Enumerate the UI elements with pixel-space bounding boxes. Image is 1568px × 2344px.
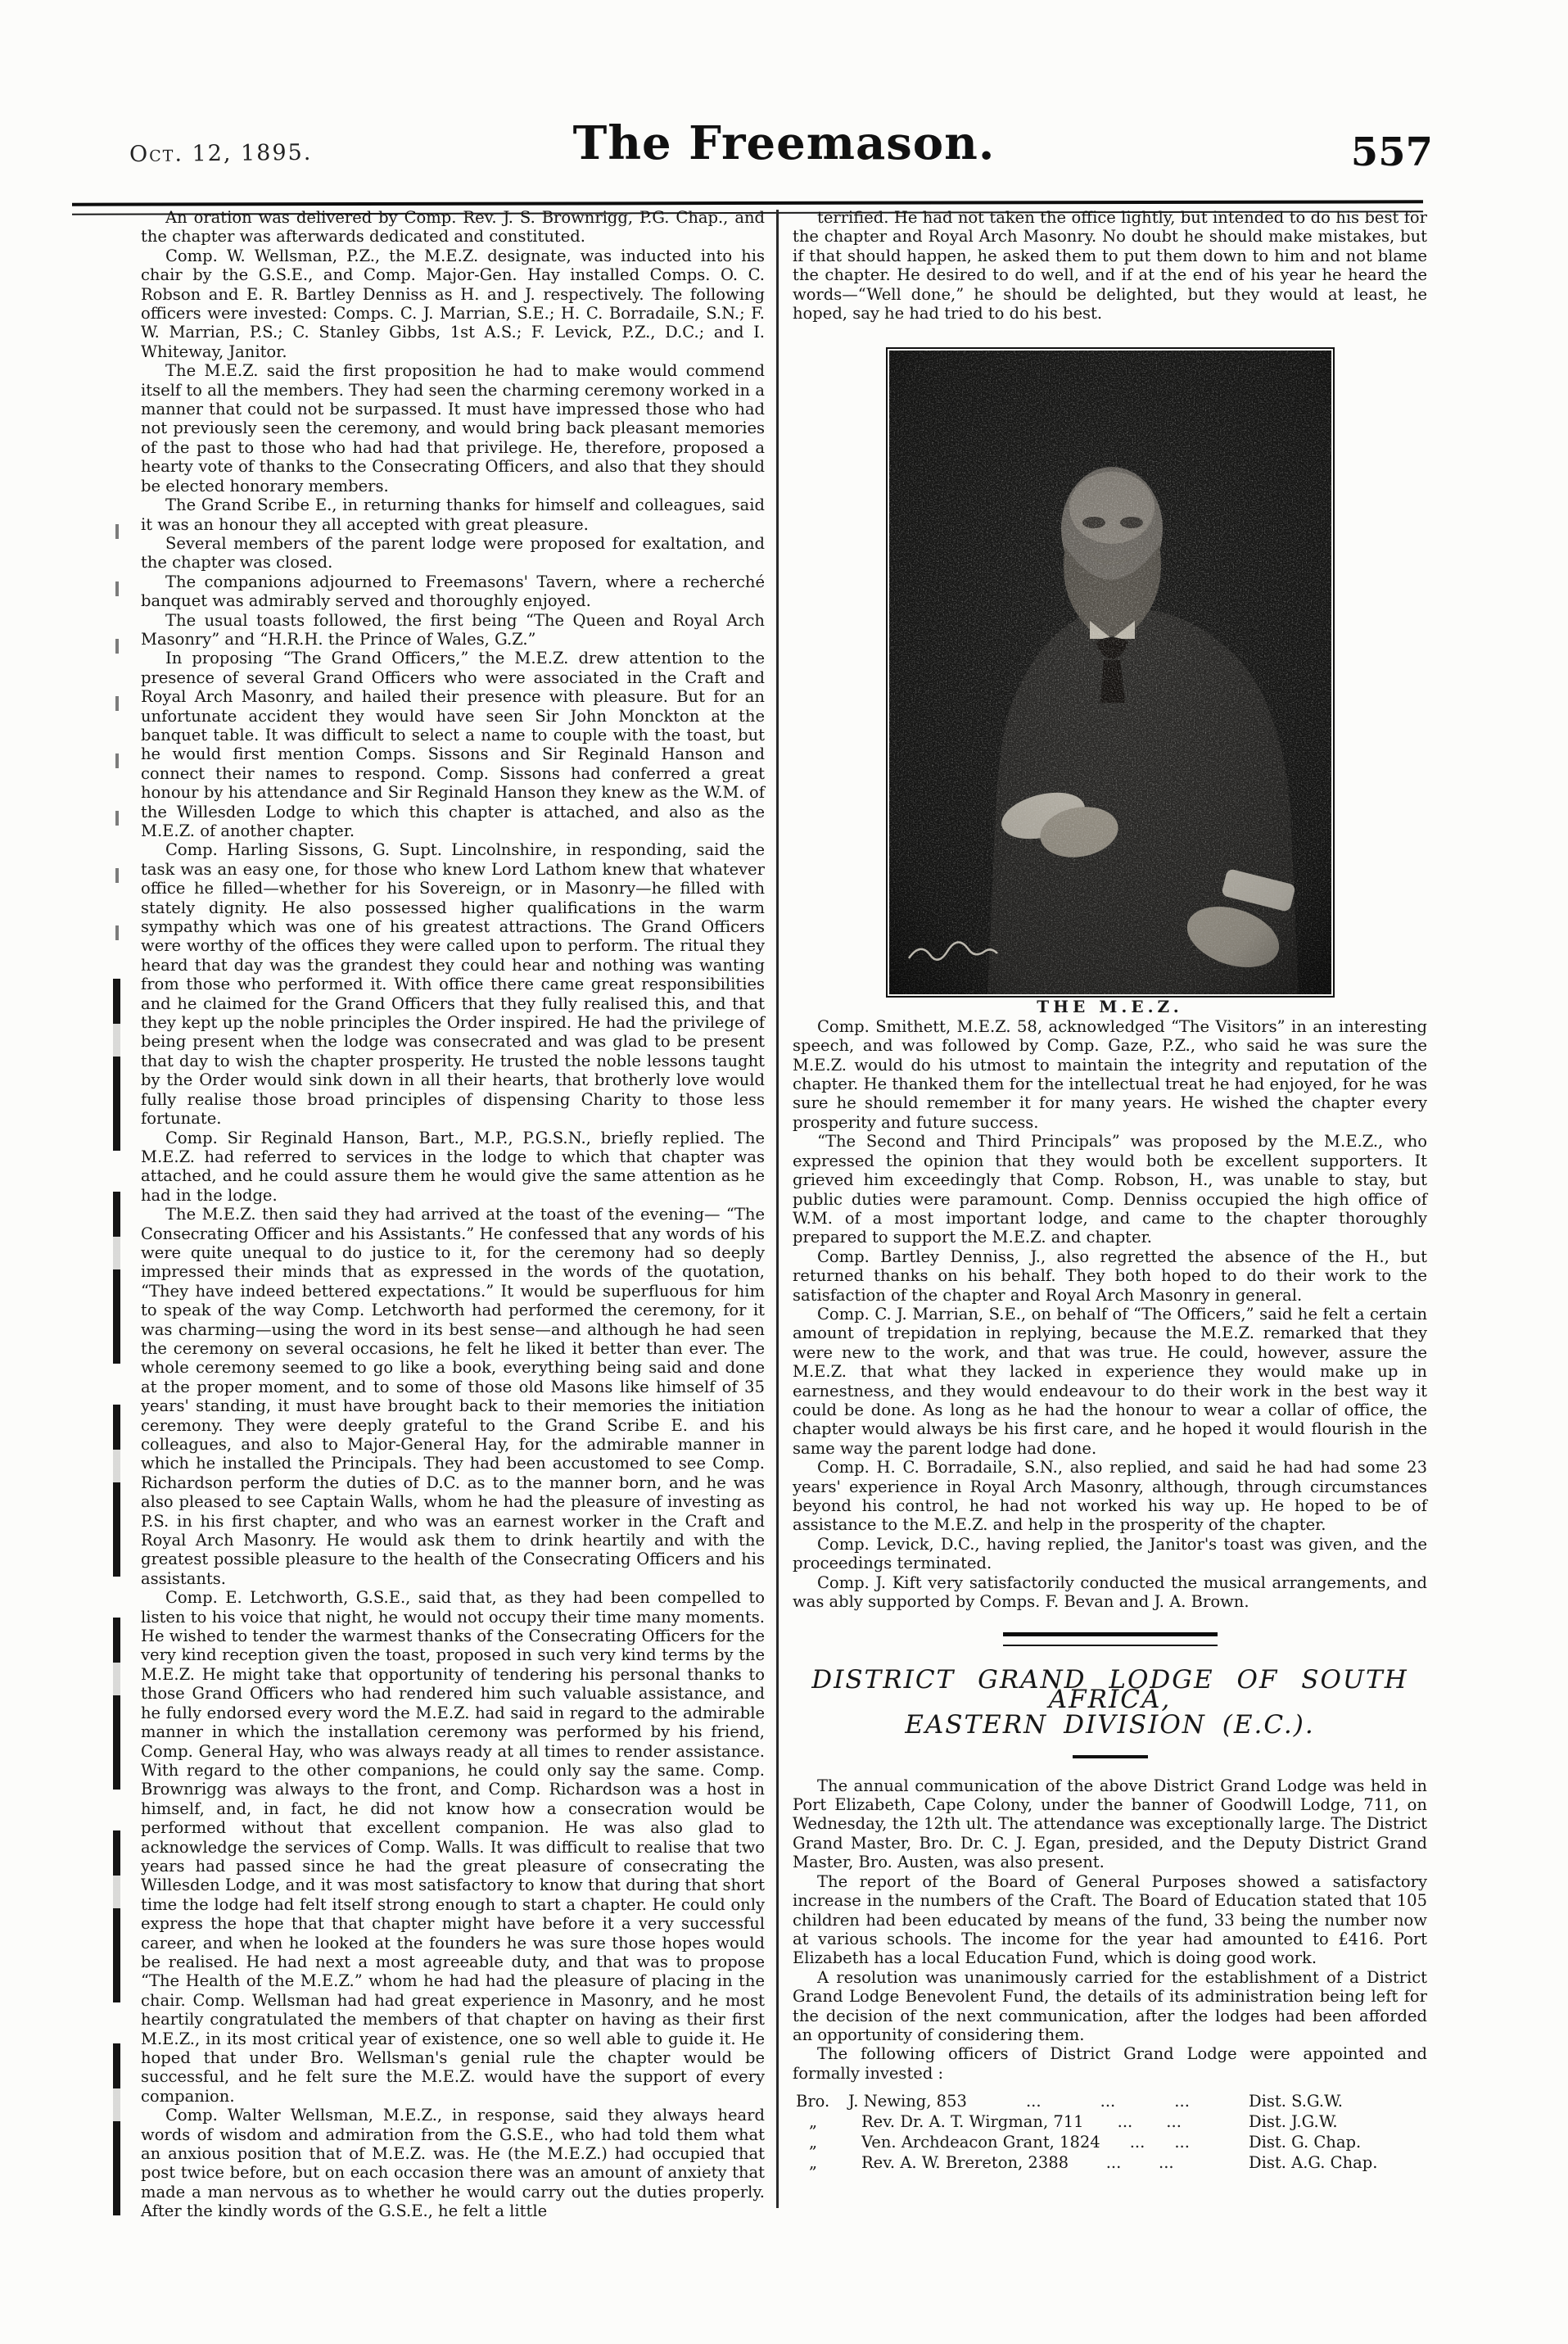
issue-date: Oct. 12, 1895. [129, 139, 313, 168]
article-paragraph: Comp. E. Letchworth, G.S.E., said that, as they had been compelled to listen to his voice that night, he would not occupy their time many moments. He wished to tender the warmest thanks of the Consecrating Officers for the very kind reception given the toast, proposed in such very kind terms by the M.E.Z. He might take that opportunity of tendering his personal thanks to those Grand Officers who had rendered him such valuable assistance, and he fully endorsed every word the M.E.Z. had said in regard to the admirable manner in which the installation ceremony was performed by his friend, Comp. General Hay, who was always ready at all times to render assistance. With regard to the other companions, he could only say the same. Comp. Brownrigg was always to the front, and Comp. Richardson was a host in himself, and, in fact, he did not know how a consecration would be performed without that excellent companion. He was also glad to acknowledge the services of Comp. Walls. It was difficult to realise that two years had passed since he had the great pleasure of consecrating the Willesden Lodge, and it was most satisfactory to know that during that short time the lodge had felt itself strong enough to start a chapter. He could only express the hope that that chapter might have before it a very successful career, and when he looked at the founders he was sure those hopes would be realised. He had next a most agreeable duty, and that was to propose “The Health of the M.E.Z.” whom he had had the pleasure of placing in the chair. Comp. Wellsman had had great experience in Masonry, and he most heartily congratulated the members of that chapter on having as their first M.E.Z., in its most critical year of existence, one so well able to guide it. He hoped that under Bro. Wellsman's genial rule the chapter would be successful, and he felt sure the M.E.Z. would have the support of every companion. [141, 1588, 765, 2106]
dot-group: ... [1105, 2153, 1122, 2173]
article-paragraph: Comp. Harling Sissons, G. Supt. Lincolnshire, in responding, said the task was an easy one, for those who knew Lord Lathom knew that whatever office he filled—whether for his Sovereign, or in Masonry—he filled with stately dignity. He also possessed higher qualifications in the warm sympathy which was one of his greatest attractions. The Grand Officers were worthy of the offices they were called upon to perform. The ritual they heard that day was the grandest they could hear and nothing was wanting from those who performed it. With office there came great responsibilities and he claimed for the Grand Officers that they fully realised this, and that they kept up the noble principles the Order inspired. He had the privilege of being present when the lodge was consecrated and was glad to be present that day to wish the chapter prosperity. He trusted the noble lessons taught by the Order would sink down in all their hearts, that brotherly love would fully realise those broad principles of dispensing Charity to those less fortunate. [141, 840, 765, 1129]
column-divider-rule [776, 210, 779, 2208]
portrait-photo [886, 347, 1335, 998]
right-column [793, 208, 1427, 2173]
dot-group: ... [1166, 2112, 1182, 2132]
page-number: 557 [1350, 129, 1433, 175]
article-paragraph: Comp. Sir Reginald Hanson, Bart., M.P., P.G.S.N., briefly replied. The M.E.Z. had referred to services in the lodge to which that chapter was attached, and he could assure them he would give the same attention as he had in the lodge. [141, 1128, 765, 1205]
article-paragraph: The M.E.Z. said the first proposition he had to make would commend itself to all the members. They had seen the charming ceremony worked in a manner that could not be surpassed. It must have impressed those who had not previously seen the ceremony, and would bring back pleasant memories of the past to those who had had that privilege. He, therefore, proposed a hearty vote of thanks to the Consecrating Officers, and also that they should be elected honorary members. [141, 361, 765, 495]
dot-group: ... [1025, 2092, 1042, 2111]
officer-name: Rev. Dr. A. T. Wirgman, 711 [861, 2112, 1084, 2132]
dot-group: ... [1129, 2133, 1145, 2152]
dot-group: ... [1174, 2092, 1190, 2111]
officer-office: Dist. S.G.W. [1249, 2092, 1343, 2111]
officer-name: Rev. A. W. Brereton, 2388 [861, 2153, 1069, 2173]
officer-name: Ven. Archdeacon Grant, 1824 [861, 2133, 1100, 2152]
officer-row [793, 2111, 1427, 2132]
article-paragraph: The report of the Board of General Purposes showed a satisfactory increase in the numbers of the Craft. The Board of Education stated that 105 children had been educated by means of the fund, 33 being the number now at various schools. The income for the year had amounted to £416. Port Elizabeth has a local Education Fund, which is doing good work. [793, 1871, 1427, 1968]
officer-row [793, 2152, 1427, 2173]
officer-prefix: „ [809, 2153, 818, 2173]
officer-dot-leaders [1100, 2132, 1249, 2152]
article-paragraph: “The Second and Third Principals” was proposed by the M.E.Z., who expressed the opinion that they would both be excellent supporters. It grieved him exceedingly that Comp. Robson, H., was unable to stay, but public duties were paramount. Comp. Denniss occupied the high office of W.M. of a most important lodge, and came to the chapter thoroughly prepared to support the M.E.Z. and chapter. [793, 1132, 1427, 1247]
officer-office: Dist. A.G. Chap. [1249, 2153, 1378, 2173]
officer-prefix: „ [809, 2112, 818, 2132]
photo-caption: THE M.E.Z. [1037, 997, 1183, 1017]
article-paragraph: The Grand Scribe E., in returning thanks for himself and colleagues, said it was an honour they all accepted with great pleasure. [141, 495, 765, 534]
officer-dot-leaders [1069, 2152, 1249, 2173]
officer-office: Dist. J.G.W. [1249, 2112, 1338, 2132]
article-paragraph: terrified. He had not taken the office lightly, but intended to do his best for the chapter and Royal Arch Masonry. No doubt he should make mistakes, but if that should happen, he asked them to put them down to him and not blame the chapter. He desired to do well, and if at the end of his year he heard the words—“Well done,” he should be delighted, but they would at least, he hoped, say he had tried to do his best. [793, 208, 1427, 324]
officer-dot-leaders [967, 2091, 1249, 2111]
article-paragraph: The following officers of District Grand Lodge were appointed and formally invested : [793, 2044, 1427, 2083]
article-paragraph: Comp. Walter Wellsman, M.E.Z., in response, said they always heard words of wisdom and admiration from the G.S.E., who had told them what an anxious position that of M.E.Z. was. He (the M.E.Z.) had occupied that post twice before, but on each occasion there was an amount of anxiety that made a man nervous as to whether he would carry out the duties properly. After the kindly words of the G.S.E., he felt a little [141, 2106, 765, 2221]
article-paragraph: The usual toasts followed, the first being “The Queen and Royal Arch Masonry” and “H.R.H. the Prince of Wales, G.Z.” [141, 610, 765, 649]
masthead-title: The Freemason. [572, 116, 996, 170]
dot-group: ... [1159, 2153, 1174, 2173]
officer-prefix: Bro. [796, 2092, 830, 2111]
article-paragraph: Comp. W. Wellsman, P.Z., the M.E.Z. designate, was inducted into his chair by the G.S.E., and Comp. Major-Gen. Hay installed Comps. O. C. Robson and E. R. Bartley Denniss as H. and J. respectively. The following officers were invested: Comps. C. J. Marrian, S.E.; H. C. Borradaile, S.N.; F. W. Marrian, P.S.; C. Stanley Gibbs, 1st A.S.; F. Levick, P.Z., D.C.; and I. Whiteway, Janitor. [141, 246, 765, 361]
officer-name: J. Newing, 853 [848, 2092, 967, 2111]
dot-group: ... [1117, 2112, 1133, 2132]
officers-list [793, 2091, 1427, 2173]
article-paragraph: The companions adjourned to Freemasons' Tavern, where a recherché banquet was admirably served and thoroughly enjoyed. [141, 572, 765, 611]
article-paragraph: Comp. Levick, D.C., having replied, the Janitor's toast was given, and the proceedings terminated. [793, 1534, 1427, 1573]
officer-prefix: „ [809, 2133, 818, 2152]
scan-left-edge-artifact [113, 979, 120, 2252]
section-title-line2: EASTERN DIVISION (E.C.). [905, 1710, 1315, 1740]
section-short-rule [1073, 1755, 1148, 1758]
left-column [141, 208, 765, 2221]
article-paragraph: Comp. C. J. Marrian, S.E., on behalf of “The Officers,” said he felt a certain amount of trepidation in replying, because the M.E.Z. remarked that they were new to the work, and that was true. He could, however, assure the M.E.Z. that what they lacked in experience they would make up in earnestness, and they would endeavour to do their work in the best way it could be done. As long as he had the honour to wear a collar of office, the chapter would always be his first care, and he hoped it would flourish in the same way the parent lodge had done. [793, 1304, 1427, 1458]
officer-dot-leaders [1084, 2111, 1249, 2132]
dot-group: ... [1174, 2133, 1190, 2152]
article-paragraph: Several members of the parent lodge were proposed for exaltation, and the chapter was closed. [141, 533, 765, 572]
scan-left-edge-artifact-faint [115, 524, 119, 950]
portrait-figure [886, 347, 1335, 1016]
article-paragraph: Comp. Smithett, M.E.Z. 58, acknowledged “The Visitors” in an interesting speech, and was followed by Comp. Gaze, P.Z., who said he was sure the M.E.Z. would do his utmost to maintain the integrity and reputation of the chapter. He thanked them for the intellectual treat he had enjoyed, for he was sure he should remember it for many years. He wished the chapter every prosperity and future success. [793, 1016, 1427, 1132]
article-paragraph: The annual communication of the above District Grand Lodge was held in Port Elizabeth, Cape Colony, under the banner of Goodwill Lodge, 711, on Wednesday, the 12th ult. The attendance was exceptionally large. The District Grand Master, Bro. Dr. C. J. Egan, presided, and the Deputy District Grand Master, Bro. Austen, was also present. [793, 1776, 1427, 1872]
article-paragraph: A resolution was unanimously carried for the establishment of a District Grand Lodge Benevolent Fund, the details of its administration being left for the decision of the next communication, after the lodges had been afforded an opportunity of considering them. [793, 1967, 1427, 2044]
article-paragraph: Comp. J. Kift very satisfactorily conducted the musical arrangements, and was ably supported by Comps. F. Bevan and J. A. Brown. [793, 1572, 1427, 1612]
article-paragraph: An oration was delivered by Comp. Rev. J. S. Brownrigg, P.G. Chap., and the chapter was afterwards dedicated and constituted. [141, 208, 765, 247]
article-paragraph: The M.E.Z. then said they had arrived at the toast of the evening— “The Consecrating Officer and his Assistants.” He confessed that any words of his were quite unequal to do justice to it, for the ceremony had so deeply impressed their minds that as expressed in the words of the quotation, “They have indeed bettered expectations.” It would be superfluous for him to speak of the way Comp. Letchworth had performed the ceremony, for it was charming—using the word in its best sense—and although he had seen the ceremony on several occasions, he felt he liked it better than ever. The whole ceremony seemed to go like a book, everything being said and done at the proper moment, and to some of those old Masons like himself of 35 years' standing, it must have brought back to their memories the initiation ceremony. They were deeply grateful to the Grand Scribe E. and his colleagues, and also to Major-General Hay, for the admirable manner in which he installed the Principals. They had been accustomed to see Comp. Richardson perform the duties of D.C. as to the manner born, and he was also pleased to see Captain Walls, whom he had the pleasure of investing as P.S. in his first chapter, and who was an earnest worker in the Craft and Royal Arch Masonry. He would ask them to drink heartily and with the greatest possible pleasure to the health of the Consecrating Officers and his assistants. [141, 1205, 765, 1588]
section-title-line1: DISTRICT GRAND LODGE OF SOUTH AFRICA, [811, 1665, 1408, 1714]
officer-office: Dist. G. Chap. [1249, 2133, 1362, 2152]
officer-row [793, 2091, 1427, 2111]
article-paragraph: Comp. H. C. Borradaile, S.N., also replied, and said he had had some 23 years' experience in Royal Arch Masonry, although, through circumstances beyond his control, he had not worked his way up. He hoped to be of assistance to the M.E.Z. and help in the prosperity of the chapter. [793, 1458, 1427, 1535]
article-paragraph: Comp. Bartley Denniss, J., also regretted the absence of the H., but returned thanks on his behalf. They both hoped to do their work to the satisfaction of the chapter and Royal Arch Masonry in general. [793, 1247, 1427, 1305]
dot-group: ... [1100, 2092, 1116, 2111]
section-divider-rule [1003, 1632, 1218, 1646]
article-paragraph: In proposing “The Grand Officers,” the M.E.Z. drew attention to the presence of several Grand Officers who were associated in the Craft and Royal Arch Masonry, and hailed their presence with pleasure. But for an unfortunate accident they would have seen Sir John Monckton at the banquet table. It was difficult to select a name to couple with the toast, but he would first mention Comps. Sissons and Sir Reginald Hanson and connect their names to respond. Comp. Sissons had conferred a great honour by his attendance and Sir Reginald Hanson they knew as the W.M. of the Willesden Lodge to which this chapter is attached, and also as the M.E.Z. of another chapter. [141, 649, 765, 840]
officer-row [793, 2132, 1427, 2152]
